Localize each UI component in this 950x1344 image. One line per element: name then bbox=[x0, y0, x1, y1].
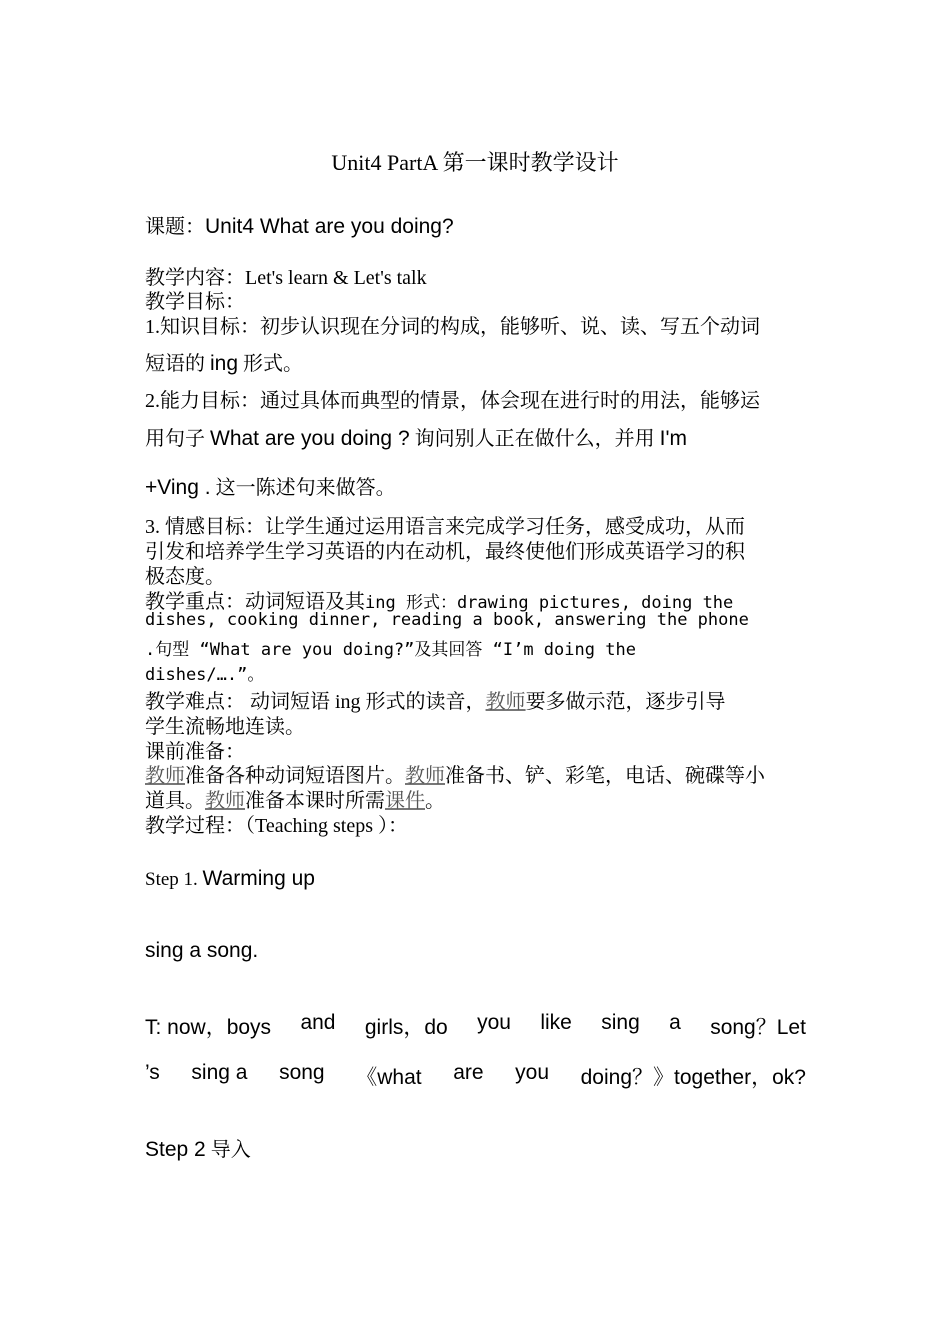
goal2-ving: +Ving . bbox=[145, 476, 211, 499]
teacher-link[interactable]: 教师 bbox=[405, 765, 445, 787]
prep-text-d: 准备本课时所需 bbox=[245, 790, 385, 812]
word: T: now，boys bbox=[145, 1016, 272, 1039]
teacher-line1 bbox=[145, 1011, 806, 1041]
key-points-label: 教学重点：动词短语及其 bbox=[145, 591, 365, 613]
goal2-text-a: 用句子 bbox=[145, 428, 210, 450]
word: song？Let bbox=[710, 1016, 806, 1039]
word: you bbox=[515, 1061, 550, 1084]
step1-title: Warming up bbox=[202, 867, 315, 890]
step2-label: Step 2 bbox=[145, 1138, 206, 1161]
word: sing a bbox=[191, 1061, 248, 1084]
goal2-line3 bbox=[145, 471, 396, 500]
prep-text-c: 道具。 bbox=[145, 790, 205, 812]
process-line: 教学过程：（Teaching steps ）： bbox=[145, 815, 409, 837]
courseware-link[interactable]: 课件 bbox=[385, 790, 425, 812]
step2-heading bbox=[145, 1133, 251, 1162]
prep-text-a: 准备各种动词短语图片。 bbox=[185, 765, 405, 787]
word: ’s bbox=[145, 1061, 160, 1084]
prep-text-e: 。 bbox=[425, 790, 445, 812]
page-title: Unit4 PartA 第一课时教学设计 bbox=[331, 150, 619, 175]
word: song bbox=[279, 1061, 325, 1084]
goal2-im: I'm bbox=[659, 427, 687, 450]
step1-label: Step 1. bbox=[145, 869, 203, 890]
teacher-link[interactable]: 教师 bbox=[485, 691, 526, 713]
prep-text-b: 准备书、铲、彩笔，电话、碗碟等小 bbox=[445, 765, 765, 787]
goal2-text-c: 询问别人正在做什么，并用 bbox=[409, 428, 660, 450]
goal2-line2 bbox=[145, 422, 687, 451]
goal3-line3: 极态度。 bbox=[145, 566, 225, 588]
word: and bbox=[300, 1011, 336, 1034]
difficulty-text-a: 教学难点： 动词短语 ing 形式的读音， bbox=[145, 691, 486, 713]
topic-label: 课题： bbox=[145, 216, 205, 238]
goal1-line2 bbox=[145, 347, 303, 376]
goal3-line1: 3. 情感目标：让学生通过运用语言来完成学习任务，感受成功，从而 bbox=[145, 516, 745, 538]
goal1-text-c: 形式。 bbox=[238, 353, 304, 375]
teacher-line2 bbox=[145, 1061, 806, 1091]
teacher-link[interactable]: 教师 bbox=[145, 765, 185, 787]
word: you bbox=[477, 1011, 511, 1034]
difficulty-text-b: 要多做示范，逐步引导 bbox=[525, 691, 726, 713]
word: like bbox=[540, 1011, 572, 1034]
word: a bbox=[669, 1011, 681, 1034]
word: doing？》together，ok? bbox=[580, 1066, 806, 1089]
content-line: 教学内容：Let's learn & Let's talk bbox=[145, 267, 427, 289]
step2-title: 导入 bbox=[205, 1139, 251, 1161]
word: are bbox=[453, 1061, 484, 1084]
goals-heading: 教学目标： bbox=[145, 291, 245, 313]
word: sing bbox=[601, 1011, 640, 1034]
teacher-link[interactable]: 教师 bbox=[205, 790, 245, 812]
difficulty-line2: 学生流畅地连读。 bbox=[145, 716, 305, 738]
goal1-line1: 1.知识目标：初步认识现在分词的构成，能够听、说、读、写五个动词 bbox=[145, 316, 760, 338]
sing-line: sing a song. bbox=[145, 939, 259, 962]
goal2-question: What are you doing ? bbox=[210, 427, 410, 450]
topic-value: Unit4 What are you doing? bbox=[205, 215, 454, 238]
prep-heading: 课前准备： bbox=[145, 741, 245, 763]
goal3-line2: 引发和培养学生学习英语的内在动机，最终使他们形成英语学习的积 bbox=[145, 541, 745, 563]
key-points-line3: .句型 “What are you doing?”及其回答 “I’m doing the bbox=[145, 640, 636, 660]
key-points-line2: dishes, cooking dinner, reading a book, answering the phone bbox=[145, 610, 749, 630]
goal1-text-a: 短语的 bbox=[145, 353, 210, 375]
goal2-line1: 2.能力目标：通过具体而典型的情景，体会现在进行时的用法，能够运 bbox=[145, 390, 760, 412]
word: 《what bbox=[356, 1066, 422, 1089]
key-points-line4: dishes/….”。 bbox=[145, 665, 265, 685]
goal2-text-b: 这一陈述句来做答。 bbox=[210, 477, 396, 499]
word: girls，do bbox=[364, 1016, 448, 1039]
step1-heading bbox=[145, 867, 315, 891]
key-points-text: ing 形式：drawing pictures, doing the bbox=[365, 593, 734, 613]
topic-line bbox=[145, 210, 454, 239]
goal1-ing: ing bbox=[210, 352, 239, 375]
